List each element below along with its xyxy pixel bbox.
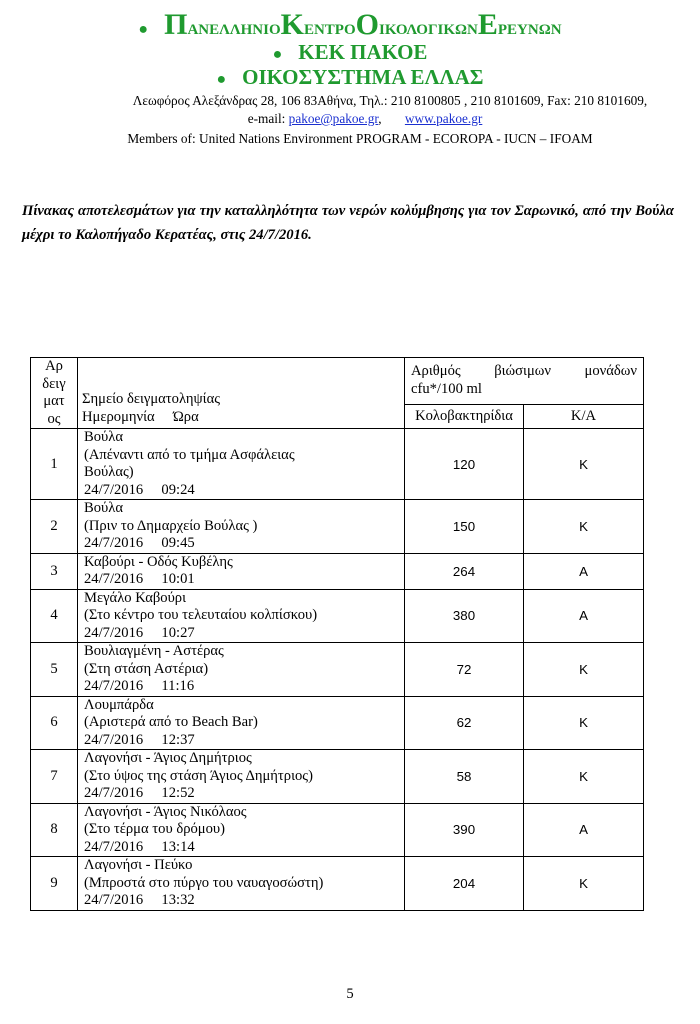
sampling-datetime: 24/7/2016 11:16 (84, 678, 195, 694)
table-row (31, 589, 644, 643)
sample-number: 8 (31, 803, 78, 857)
header-sampling-point: Σημείο δειγματοληψίας Ημερομηνία Ώρα (78, 358, 405, 429)
header-sample-number: Αρ δειγ ματ ος (31, 358, 78, 429)
sample-number: 2 (31, 500, 78, 554)
contact-line: e-mail: pakoe@pakoe.gr, www.pakoe.gr (247, 111, 483, 126)
sampling-point-line: Βούλα (84, 429, 123, 445)
sampling-datetime: 24/7/2016 09:45 (84, 535, 195, 551)
sample-number: 1 (31, 429, 78, 500)
sampling-point-line: (Στο κέντρο του τελευταίου κολπίσκου) (84, 607, 318, 623)
table-row (31, 696, 644, 750)
sampling-point-line: Λαγονήσι - Άγιος Δημήτριος (84, 750, 252, 766)
sampling-point-line: (Στη στάση Αστέρια) (84, 660, 209, 677)
sampling-datetime: 24/7/2016 12:37 (84, 731, 195, 748)
coliform-count: 58 (405, 750, 524, 804)
table-row (31, 803, 644, 857)
sampling-point-line: Καβούρι - Οδός Κυβέλης (84, 553, 233, 570)
header-viable-units: Αριθμός βιώσιμων μονάδων cfu*/100 ml (405, 358, 644, 405)
letterhead (0, 8, 700, 147)
bullet-icon: ● (272, 46, 283, 63)
table-row (31, 500, 644, 554)
suitability-flag: Κ (524, 643, 644, 697)
header-ka: Κ/Α (524, 404, 644, 428)
sampling-point (78, 750, 405, 804)
table-row (31, 857, 644, 911)
table-row (31, 553, 644, 589)
sampling-point-line: (Απέναντι από το τμήμα Ασφάλειας (84, 446, 295, 463)
sampling-point (78, 429, 405, 500)
memberships: Members of: United Nations Environment PROGRAM - ECOROPA - IUCN – IFOAM (127, 131, 593, 146)
suitability-flag: Κ (524, 857, 644, 911)
suitability-flag: Κ (524, 696, 644, 750)
sample-number: 9 (31, 857, 78, 911)
sampling-point (78, 696, 405, 750)
sampling-point-line: Λουμπάρδα (84, 696, 154, 713)
coliform-count: 62 (405, 696, 524, 750)
suitability-flag: Κ (524, 750, 644, 804)
sampling-point (78, 857, 405, 911)
table-row (31, 750, 644, 804)
coliform-count: 72 (405, 643, 524, 697)
org-name: ΠΑΝΕΛΛΗΝΙΟΚΕΝΤΡΟΟΙΚΟΛΟΓΙΚΩΝΕΡΕΥΝΩΝ (164, 8, 562, 41)
sampling-point-line: (Μπροστά στο πύργο του ναυαγοσώστη) (84, 874, 324, 891)
suitability-flag: Α (524, 553, 644, 589)
coliform-count: 380 (405, 589, 524, 643)
org-name-line (0, 8, 700, 41)
sampling-datetime: 24/7/2016 13:14 (84, 838, 195, 855)
coliform-count: 390 (405, 803, 524, 857)
sampling-point (78, 553, 405, 589)
suitability-flag: Α (524, 589, 644, 643)
sample-number: 4 (31, 589, 78, 643)
email-link[interactable]: pakoe@pakoe.gr (288, 111, 379, 126)
sampling-point-line: (Στο τέρμα του δρόμου) (84, 821, 225, 837)
coliform-count: 150 (405, 500, 524, 554)
sample-number: 5 (31, 643, 78, 697)
sampling-point-line: Λαγονήσι - Άγιος Νικόλαος (84, 803, 247, 820)
page-number: 5 (346, 986, 354, 1002)
table-row (31, 643, 644, 697)
sampling-point-line: Βούλας) (84, 464, 134, 480)
bullet-icon: ● (138, 21, 149, 38)
sampling-point-line: (Πριν το Δημαρχείο Βούλας ) (84, 517, 258, 534)
header-coliform: Κολοβακτηρίδια (405, 404, 524, 428)
suitability-flag: Κ (524, 500, 644, 554)
sampling-datetime: 24/7/2016 10:01 (84, 571, 195, 587)
sampling-point-line: Μεγάλο Καβούρι (84, 589, 187, 606)
table-header-row (31, 358, 644, 405)
sampling-datetime: 24/7/2016 10:27 (84, 624, 195, 641)
sampling-datetime: 24/7/2016 12:52 (84, 785, 195, 801)
org-line-3: ● ΟΙΚΟΣΥΣΤΗΜΑ ΕΛΛΑΣ (216, 65, 484, 89)
org-line-2: ● ΚΕΚ ΠΑΚΟΕ (272, 40, 428, 64)
suitability-flag: Α (524, 803, 644, 857)
coliform-count: 204 (405, 857, 524, 911)
sampling-point (78, 500, 405, 554)
sample-number: 6 (31, 696, 78, 750)
sampling-point (78, 643, 405, 697)
bullet-icon: ● (216, 71, 227, 88)
suitability-flag: Κ (524, 429, 644, 500)
sample-number: 3 (31, 553, 78, 589)
sampling-datetime: 24/7/2016 13:32 (84, 892, 195, 908)
coliform-count: 264 (405, 553, 524, 589)
website-link[interactable]: www.pakoe.gr (404, 111, 483, 126)
sampling-datetime: 24/7/2016 09:24 (84, 481, 195, 498)
sampling-point-line: (Στο ύψος της στάση Άγιος Δημήτριος) (84, 767, 313, 784)
coliform-count: 120 (405, 429, 524, 500)
sampling-point-line: Βουλιαγμένη - Αστέρας (84, 643, 224, 659)
document-title: Πίνακας αποτελεσμάτων για την καταλληλότητα των νερών κολύμβησης για τον Σαρωνικό, από την Βούλα μέχρι το Καλοπήγαδο Κερατέας, στις 24/7/2016. (22, 203, 674, 243)
sampling-point-line: Βούλα (84, 500, 123, 516)
sampling-point (78, 589, 405, 643)
sampling-point-line: (Αριστερά από το Beach Bar) (84, 714, 258, 730)
results-table (30, 357, 644, 911)
address: Λεωφόρος Αλεξάνδρας 28, 106 83Αθήνα, Τηλ.: 210 8100805 , 210 8101609, Fax: 210 8101609, (132, 93, 648, 108)
sampling-point-line: Λαγονήσι - Πεύκο (84, 857, 193, 873)
table-row (31, 429, 644, 500)
sampling-point (78, 803, 405, 857)
sample-number: 7 (31, 750, 78, 804)
